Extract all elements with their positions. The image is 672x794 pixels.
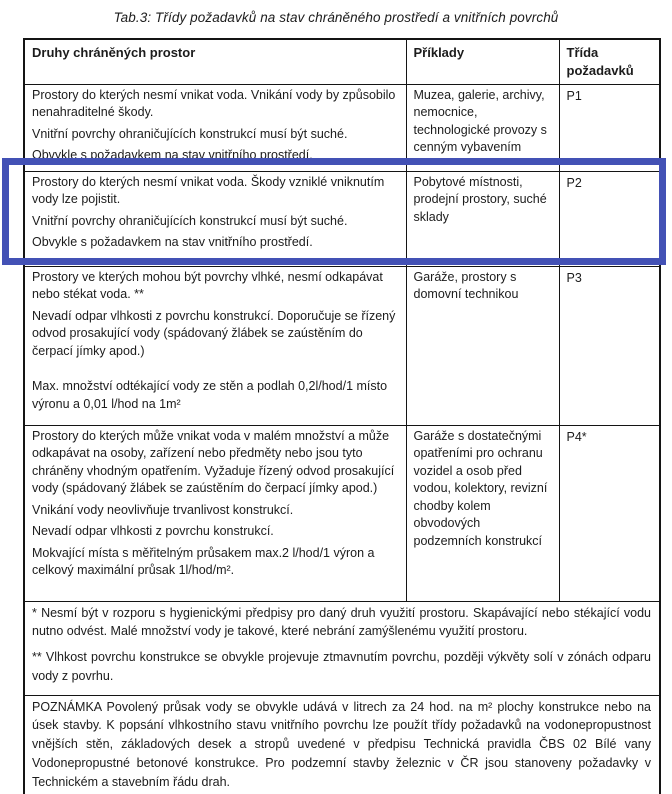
table-row-p1 [24,84,660,171]
requirement-text: Obvykle s požadavkem na stav vnitřního prostředí. [32,148,313,162]
example-text: Garáže, prostory s domovní technikou [413,269,519,301]
examples-cell [406,84,559,171]
table-caption: Tab.3: Třídy požadavků na stav chráněného prostředí a vnitřních povrchů [113,10,559,25]
footnotes-row [24,601,660,695]
class-label: P2 [559,171,660,266]
note-cell [24,695,660,794]
col-header-examples: Příklady [406,39,559,84]
description-cell [24,266,406,425]
col-header-requirement-class: Třída požadavků [559,39,660,84]
requirements-table [23,38,661,794]
requirement-text: Prostory do kterých nesmí vnikat voda. Vnikání vody by způsobilo nenahraditelné škody. [32,87,396,119]
class-label: P4* [559,425,660,601]
requirement-text: Prostory do kterých nesmí vnikat voda. Škody vzniklé vniknutím vody lze pojistit. [32,174,385,206]
example-text: Garáže s dostatečnými opatřeními pro ochranu vozidel a osob před vodou, kolektory, revizní chodby kolem obvodových podzemních konstrukcí [413,428,548,548]
footnote-single-asterisk: * Nesmí být v rozporu s hygienickými předpisy pro daný druh využití prostoru. Skapávající nebo stékající vodu nutno odvést. Malé množství vody je takové, které nebrání zamýšlenému využití prostoru. [32,605,651,639]
requirement-text: Nevadí odpar vlhkosti z povrchu konstrukcí. [32,524,274,538]
header-row [24,39,660,84]
description-cell [24,425,406,601]
description-cell [24,171,406,266]
requirement-text: Max. množství odtékající vody ze stěn a podlah 0,2l/hod/1 místo výronu a 0,01 l/hod na 1m² [32,379,388,411]
note-text: POZNÁMKA Povolený průsak vody se obvykle udává v litrech za 24 hod. na m² plochy konstrukce nebo na úsek stavby. K popsání vlhkostního stavu vnitřního povrchu lze použít třídy požadavků na vodonepropustnost vnějších stěn, základových desek a stropů uvedené v předpisu Technická pravidla ČBS 02 Bílé vany Vodonepropustné betonové konstrukce. Pro podzemní stavby železnic v ČR jsou stanoveny požadavky v Technickém a stavebním řádu drah. [32,699,651,789]
requirement-text: Prostory do kterých může vnikat voda v malém množství a může odkapávat na osoby, zařízení nebo předměty nebo jsou tyto chráněny vhodným opatřením. Vyžaduje řízený odvod prosakující vody (spádovaný žlábek se zaústěním do čerpací jímky apod.) [32,428,395,495]
class-label: P1 [559,84,660,171]
requirement-text: Obvykle s požadavkem na stav vnitřního prostředí. [32,235,313,249]
note-row [24,695,660,794]
requirement-text: Vnikání vody neovlivňuje trvanlivost konstrukcí. [32,502,294,517]
requirement-text: Nevadí odpar vlhkosti z povrchu konstrukcí. Doporučuje se řízený odvod prosakující vody (spádovaný žlábek se zaústěním do čerpací jímky apod.) [32,308,396,358]
requirement-text: Prostory ve kterých mohou být povrchy vlhké, nesmí odkapávat nebo stékat voda. ** [32,269,383,301]
examples-cell [406,266,559,425]
class-label: P3 [559,266,660,425]
requirement-text: Mokvající místa s měřitelným průsakem max.2 l/hod/1 výron a celkový maximální průsak 1l/hod/m². [32,545,375,577]
col-header-protected-spaces: Druhy chráněných prostor [24,39,406,84]
examples-cell [406,171,559,266]
examples-cell [406,425,559,601]
footnotes-cell [24,601,660,695]
example-text: Muzea, galerie, archivy, nemocnice, technologické provozy s cenným vybavením [413,87,547,154]
description-cell [24,84,406,171]
example-text: Pobytové místnosti, prodejní prostory, suché sklady [413,174,547,224]
table-row-p3 [24,266,660,425]
footnote-double-asterisk: ** Vlhkost povrchu konstrukce se obvykle projevuje ztmavnutím povrchu, později výkvěty solí v zónách odparu vody z povrhu. [32,650,651,683]
table-row-p2 [24,171,660,266]
requirement-text: Vnitřní povrchy ohraničujících konstrukcí musí být suché. [32,213,348,228]
table-row-p4 [24,425,660,601]
requirement-text: Vnitřní povrchy ohraničujících konstrukcí musí být suché. [32,126,348,141]
